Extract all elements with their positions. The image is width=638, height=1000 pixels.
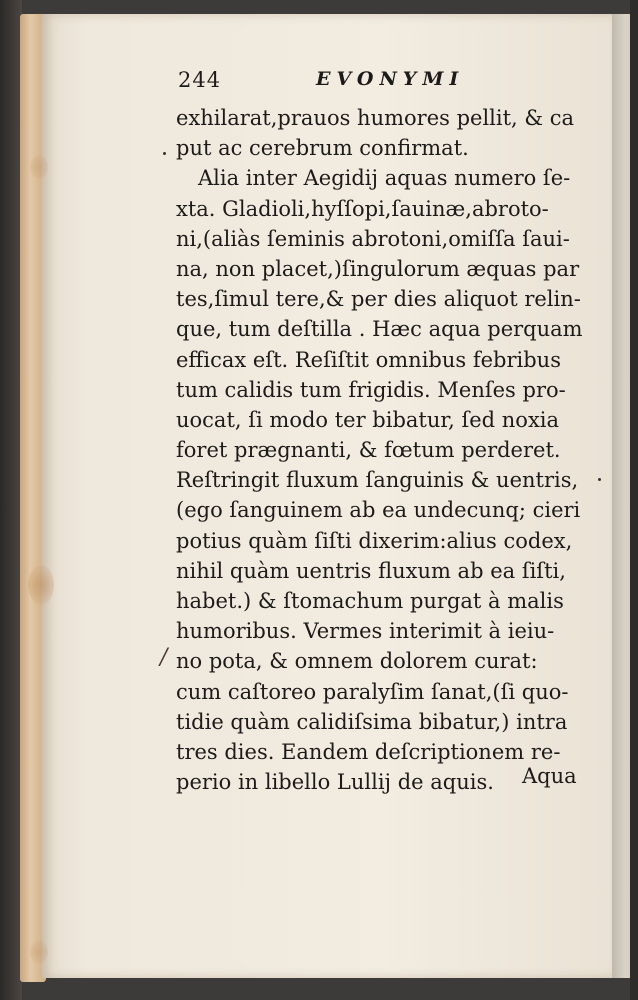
text-line: tes,ſimul tere,& per dies aliquot relin-	[176, 287, 581, 312]
text-line: efficax eſt. Reſiſtit omnibus febribus	[176, 347, 561, 372]
text-line: xta. Gladioli,hyſſopi,ſauinæ,abroto-	[176, 196, 549, 221]
text-line: tidie quàm calidiſsima bibatur,) intra	[176, 709, 568, 734]
text-line: nihil quàm uentris fluxum ab ea ſiſti,	[176, 558, 566, 583]
text-line: que, tum deſtilla . Hæc aqua perquam	[176, 317, 583, 342]
running-title: EVONYMI	[316, 68, 465, 90]
paper-stain	[28, 565, 54, 605]
text-line: Reſtringit fluxum ſanguinis & uentris,	[176, 468, 579, 493]
book-spine-shadow	[0, 0, 22, 1000]
ink-speck	[163, 152, 166, 155]
text-line: uocat, ſi modo ter bibatur, ſed noxia	[176, 407, 560, 432]
right-background	[630, 0, 638, 1000]
text-line: (ego ſanguinem ab ea undecunq; cieri	[176, 498, 581, 523]
text-line: no pota, & omnem dolorem curat:	[176, 649, 538, 674]
text-line: humoribus. Vermes interimit à ieiu-	[176, 619, 555, 644]
text-line: perio in libello Lullij de aquis.	[176, 770, 494, 795]
paper-stain	[30, 155, 48, 179]
page-number: 244	[178, 68, 222, 92]
body-text	[176, 103, 596, 797]
text-line: foret prægnanti, & fœtum perderet.	[176, 438, 561, 463]
text-line: potius quàm ſiſti dixerim:alius codex,	[176, 528, 573, 553]
running-head	[178, 62, 508, 102]
text-line: ni,(aliàs ſeminis abrotoni,omiſſa ſaui-	[176, 226, 570, 251]
margin-annotation: /	[160, 645, 168, 670]
text-line: exhilarat,prauos humores pellit, & ca	[176, 106, 575, 130]
text-line: cum caſtoreo paralyſim ſanat,(ſi quo-	[176, 679, 569, 704]
text-line: na, non placet,)ſingulorum æquas par	[176, 256, 580, 281]
text-line: tres dies. Eandem deſcriptionem re-	[176, 739, 561, 764]
ink-speck	[598, 478, 601, 481]
catchword: Aqua	[522, 764, 577, 788]
paper-stain	[30, 940, 48, 964]
text-line: habet.) & ſtomachum purgat à malis	[176, 589, 564, 613]
text-line: Alia inter Aegidij aquas numero ſe-	[198, 166, 571, 191]
text-line: put ac cerebrum confirmat.	[176, 136, 469, 161]
text-line: tum calidis tum frigidis. Menſes pro-	[176, 377, 566, 402]
